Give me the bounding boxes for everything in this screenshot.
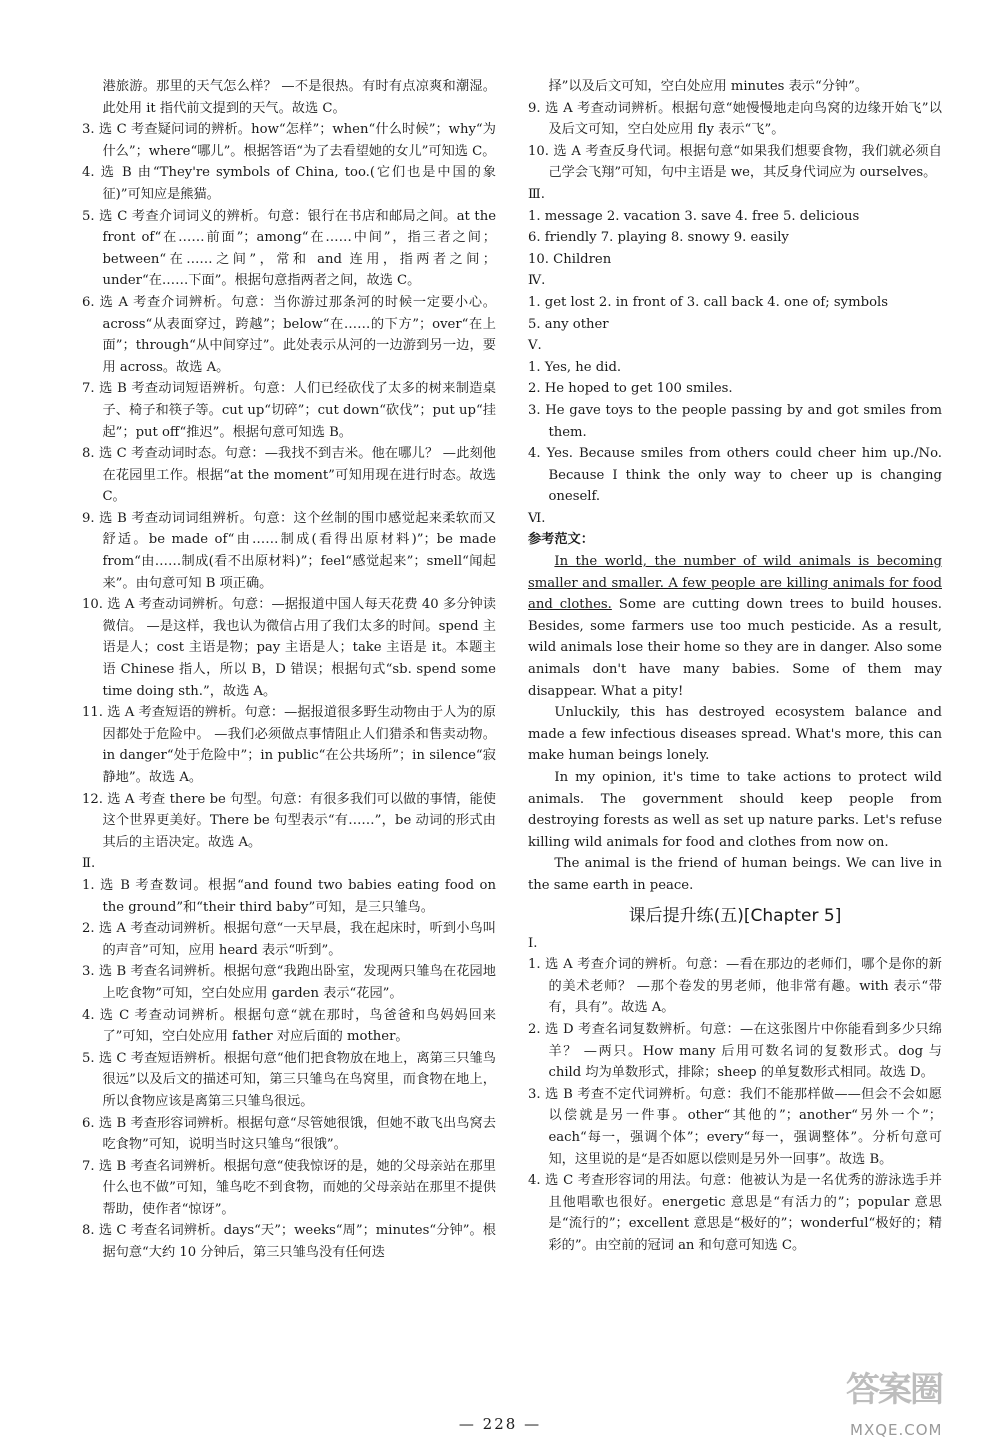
section-3-answers [528,206,942,271]
section-heading-4: Ⅳ. [528,273,546,289]
answer-item: 8. 选 C 考查名词辨析。days“天”；weeks“周”；minutes“分钟”。根据句意“大约 10 分钟后，第三只雏鸟没有任何迭 [82,1223,496,1261]
answer-item: 10. 选 A 考查动词辨析。句意：—据报道中国人每天花费 40 多分钟读微信。 —是这样，我也认为微信占用了我们太多的时间。spend 主语是人；cost 主语是物；pay 主语是人；take 主语是 it。本题主语 Chinese 指人，所以 B，D 错误；根据句式“sb. spend some time doing sth.”，故选 A。 [82,597,496,699]
answer-item: 2. 选 D 考查名词复数辨析。句意：—在这张图片中你能看到多少只绵羊？ —两只。How many 后用可数名词的复数形式。dog 与 child 均为单数形式，排除；sheep 的单复数形式相同。故选 D。 [528,1021,942,1081]
answer-line: 6. friendly 7. playing 8. snowy 9. easily [528,230,789,246]
chapter-answers [528,954,942,1256]
answer-item: 7. 选 B 考查名词辨析。根据句意“使我惊讶的是，她的父母亲站在那里什么也不做”可知，雏鸟吃不到食物，而她的父母亲站在那里不提供帮助，使作者“惊讶”。 [82,1158,496,1217]
section-heading-6: Ⅵ. [528,510,546,526]
answer-item: 6. 选 A 考查介词辨析。句意：当你游过那条河的时候一定要小心。across“从表面穿过，跨越”；below“在……的下方”；over“在上面”；through“从中间穿过”。此处表示从河的一边游到另一边，要用 across。故选 A。 [82,294,496,375]
answer-item: 3. He gave toys to the people passing by and got smiles from them. [528,402,942,440]
section-5-answers [528,357,942,508]
answer-item: 12. 选 A 考查 there be 句型。句意：有很多我们可以做的事情，能使这个世界更美好。There be 句型表示“有……”，be 动词的形式由其后的主语决定。故选 A。 [82,791,496,850]
section-heading-2: Ⅱ. [82,856,96,872]
answer-item: 7. 选 B 考查动词短语辨析。句意：人们已经砍伐了太多的树来制造桌子、椅子和筷子等。cut up“切碎”；cut down“砍伐”；put up“挂起”；put off“推迟”。根据句意可知选 B。 [82,381,496,440]
section-4-answers [528,292,942,335]
answer-item: 4. 选 C 考查动词辨析。根据句意“就在那时，鸟爸爸和鸟妈妈回来了”可知，空白处应用 father 对应后面的 mother。 [82,1007,496,1045]
watermark [846,1370,986,1442]
section-2-answers-cont [528,98,942,184]
answer-line: 10. Children [528,251,612,267]
section-2-answers [82,875,496,1264]
answer-item: 1. 选 B 考查数词。根据“and found two babies eating food on the ground”和“their third baby”可知，是三只雏鸟。 [82,877,496,915]
continued-answer-right: 择”以及后文可知，空白处应用 minutes 表示“分钟”。 [548,79,869,94]
watermark-logo: 答案圈 [846,1370,942,1410]
answer-item: 10. 选 A 考查反身代词。根据句意“如果我们想要食物，我们就必须自己学会飞翔”可知，句中主语是 we，其反身代词应为 ourselves。 [528,143,942,181]
page-number: — 228 — [458,1415,542,1433]
answer-item: 9. 选 A 考查动词辨析。根据句意“她慢慢地走向鸟窝的边缘开始飞”以及后文可知，空白处应用 fly 表示“飞”。 [528,100,942,138]
essay-paragraph-1-rest: Some are cutting down trees to build houses. Besides, some farmers use too much pesticide. As a result, wild animals lose their home so they are in danger. Also some animals don't have many babies. Some of them may disappear. What a pity! [528,597,942,699]
answer-line: 5. any other [528,316,609,332]
answer-item: 4. 选 B 由“They're symbols of China, too.(它们也是中国的象征)”可知应是熊猫。 [82,165,496,202]
continued-answer: 港旅游。那里的天气怎么样？ —不是很热。有时有点凉爽和潮湿。此处用 it 指代前文提到的天气。故选 C。 [102,79,496,116]
answer-item: 8. 选 C 考查动词时态。句意：—我找不到吉米。他在哪儿？ —此刻他在花园里工作。根据“at the moment”可知用现在进行时态。故选 C。 [82,446,496,505]
essay-paragraph-3: In my opinion, it's time to take actions to protect wild animals. The government should keep people from destroying forests as well as set up nature parks. Let's refuse killing wild animals for food and clothes from now on. [528,770,942,850]
watermark-site: MXQE.COM [850,1421,943,1439]
answer-item: 3. 选 B 考查不定代词辨析。句意：我们不能那样做——但会不会如愿以偿就是另一件事。other“其他的”；another“另外一个”；each“每一，强调个体”；every“每一，强调整体”。分析句意可知，这里说的是“是否如愿以偿则是另外一回事”。故选 B。 [528,1086,942,1167]
section-heading-1: Ⅰ. [528,935,538,951]
answer-item: 11. 选 A 考查短语的辨析。句意：—据报道很多野生动物由于人为的原因都处于危险中。 —我们必须做点事情阻止人们猎杀和售卖动物。in danger“处于危险中”；in public“在公共场所”；in silence“寂静地”。故选 A。 [82,705,496,785]
answer-item: 5. 选 C 考查短语辨析。根据句意“他们把食物放在地上，离第三只雏鸟很远”以及后文的描述可知，第三只雏鸟在鸟窝里，而食物在地上，所以食物应该是离第三只雏鸟很远。 [82,1050,496,1109]
answer-line: 1. get lost 2. in front of 3. call back 4. one of; symbols [528,294,888,310]
answer-item: 1. Yes, he did. [528,359,622,375]
answer-item: 6. 选 B 考查形容词辨析。根据句意“尽管她很饿，但她不敢飞出鸟窝去吃食物”可知，说明当时这只雏鸟“很饿”。 [82,1115,496,1153]
answer-line: 1. message 2. vacation 3. save 4. free 5. delicious [528,208,860,224]
left-column [82,76,496,1264]
answer-item: 9. 选 B 考查动词词组辨析。句意：这个丝制的围巾感觉起来柔软而又舒适。be made of“由……制成(看得出原材料)”；be made from“由……制成(看不出原材料)”；feel“感觉起来”；smell“闻起来”。由句意可知 B 项正确。 [82,510,496,591]
section-heading-5: Ⅴ. [528,338,542,354]
answer-item: 2. He hoped to get 100 smiles. [528,381,733,397]
section-1-answers [82,119,496,853]
right-column [528,76,942,1256]
essay-label: 参考范文： [528,532,594,548]
answer-item: 4. 选 C 考查形容词的用法。句意：他被认为是一名优秀的游泳选手并且他唱歌也很好。energetic 意思是“有活力的”；popular 意思是“流行的”；excellent 意思是“极好的”；wonderful“极好的；精彩的”。由空前的冠词 an 和句意可知选 C。 [528,1173,942,1253]
chapter-title: 课后提升练(五)[Chapter 5] [628,905,842,926]
answer-item: 3. 选 C 考查疑问词的辨析。how“怎样”；when“什么时候”；why“为什么”；where“哪儿”。根据答语“为了去看望她的女儿”可知选 C。 [82,122,496,159]
answer-item: 3. 选 B 考查名词辨析。根据句意“我跑出卧室，发现两只雏鸟在花园地上吃食物”可知，空白处应用 garden 表示“花园”。 [82,964,496,1001]
essay-paragraph-2: Unluckily, this has destroyed ecosystem balance and made a few infectious diseases spread. What's more, this can make human beings lonely. [528,705,942,764]
essay-paragraph-4: The animal is the friend of human beings. We can live in the same earth in peace. [528,856,942,893]
answer-item: 4. Yes. Because smiles from others could cheer him up./No. Because I think the only way to cheer up is changing oneself. [528,446,942,505]
answer-item: 5. 选 C 考查介词词义的辨析。句意：银行在书店和邮局之间。at the front of“在……前面”；among“在……中间”，指三者之间；between“在……之间”，常和 and 连用，指两者之间；under“在……下面”。根据句意指两者之间，故选 C。 [82,208,496,289]
answer-item: 1. 选 A 考查介词的辨析。句意：—看在那边的老师们，哪个是你的新的美术老师？ —那个卷发的男老师，他非常有趣。with 表示“带有，具有”。故选 A。 [528,957,942,1016]
section-heading-3: Ⅲ. [528,186,545,202]
answer-item: 2. 选 A 考查动词辨析。根据句意“一天早晨，我在起床时，听到小鸟叫的声音”可知，应用 heard 表示“听到”。 [82,921,496,958]
essay-paragraph-1 [528,551,942,702]
essay-underlined-sentence: In the world, the number of wild animals is becoming smaller and smaller. A few people are killing animals for food and clothes. [528,554,942,613]
